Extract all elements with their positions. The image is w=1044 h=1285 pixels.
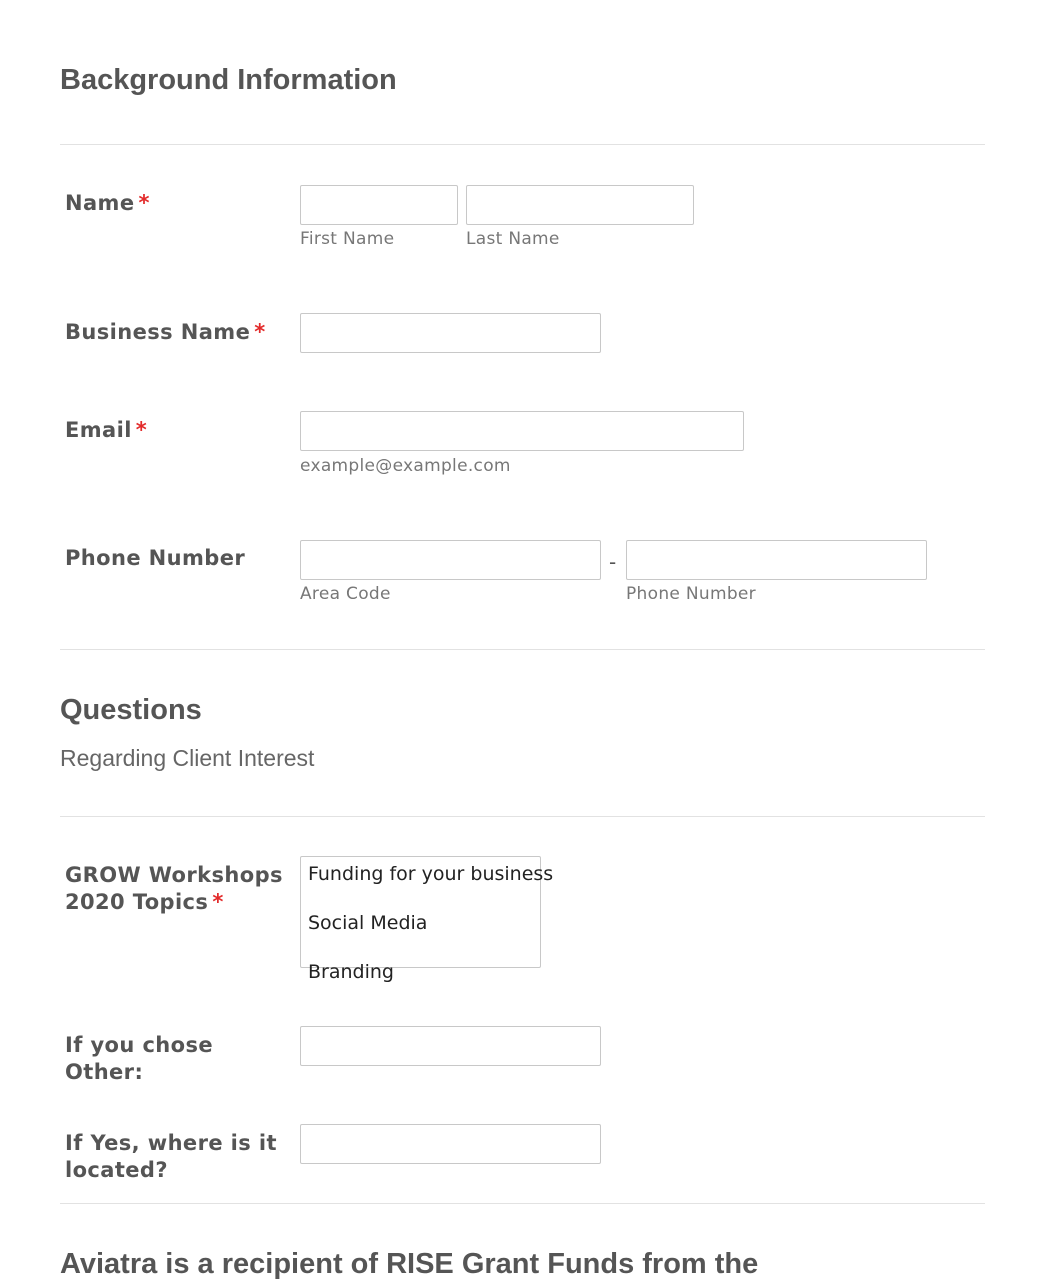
business-name-label-text: Business Name	[65, 320, 251, 344]
area-code-input[interactable]	[300, 540, 601, 580]
phone-number-input[interactable]	[626, 540, 927, 580]
workshops-label-text: GROW Workshops 2020 Topics	[65, 863, 283, 914]
location-label: If Yes, where is it located?	[65, 1131, 277, 1182]
phone-number-sublabel: Phone Number	[626, 584, 756, 604]
required-asterisk: *	[254, 320, 266, 344]
area-code-sublabel: Area Code	[300, 584, 391, 604]
required-asterisk: *	[212, 890, 224, 914]
name-label	[65, 190, 295, 217]
last-name-input[interactable]	[466, 185, 694, 225]
divider	[60, 144, 985, 145]
first-name-input[interactable]	[300, 185, 458, 225]
location-input[interactable]	[300, 1124, 601, 1164]
first-name-sublabel: First Name	[300, 229, 395, 249]
business-name-input[interactable]	[300, 313, 601, 353]
section-subtitle-questions: Regarding Client Interest	[60, 745, 315, 771]
divider	[60, 1203, 985, 1204]
required-asterisk: *	[138, 191, 150, 215]
divider	[60, 649, 985, 650]
workshops-label	[65, 862, 295, 916]
section-title-background: Background Information	[60, 64, 397, 96]
other-label: If you chose Other:	[65, 1033, 214, 1084]
email-sublabel: example@example.com	[300, 456, 511, 476]
section-title-aviatra: Aviatra is a recipient of RISE Grant Funds from the	[60, 1248, 759, 1280]
last-name-sublabel: Last Name	[466, 229, 560, 249]
email-label	[65, 417, 295, 444]
divider	[60, 816, 985, 817]
other-input[interactable]	[300, 1026, 601, 1066]
workshop-option[interactable]: Branding	[308, 961, 394, 983]
email-input[interactable]	[300, 411, 744, 451]
workshop-option[interactable]: Funding for your business	[308, 863, 554, 885]
phone-label: Phone Number	[65, 546, 246, 570]
required-asterisk: *	[135, 418, 148, 442]
name-label-text: Name	[65, 191, 135, 215]
email-label-text: Email	[65, 418, 132, 442]
workshop-option[interactable]: Social Media	[308, 912, 428, 934]
workshops-listbox[interactable]	[300, 856, 554, 983]
section-title-questions: Questions	[60, 694, 202, 726]
phone-separator: -	[609, 550, 617, 574]
business-name-label	[65, 319, 305, 346]
